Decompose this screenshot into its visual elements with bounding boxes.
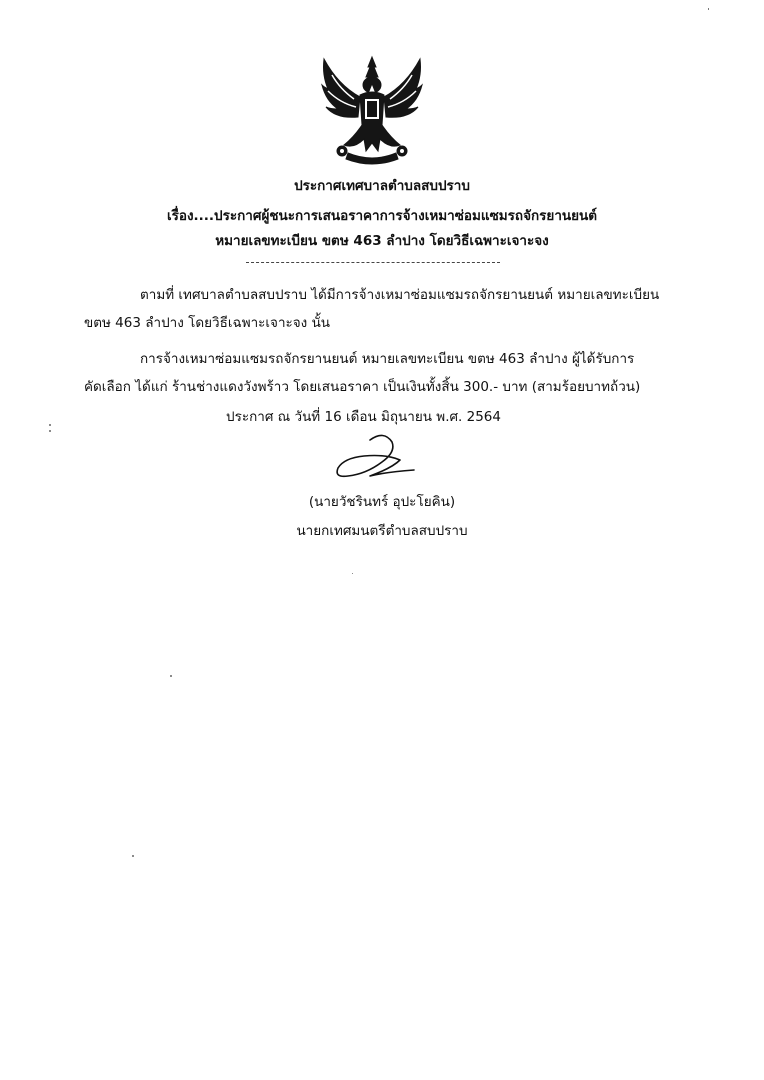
announcement-subject-line2: หมายเลขทะเบียน ขตษ 463 ลำปาง โดยวิธีเฉพาะเจาะจง xyxy=(215,233,549,249)
paragraph1-line2: ขตษ 463 ลำปาง โดยวิธีเฉพาะเจาะจง นั้น xyxy=(84,315,331,331)
paragraph1-line1: ตามที่ เทศบาลตำบลสบปราบ ได้มีการจ้างเหมาซ่อมแซมรถจักรยานยนต์ หมายเลขทะเบียน xyxy=(140,287,660,303)
announcement-title: ประกาศเทศบาลตำบลสบปราบ xyxy=(294,178,470,194)
signature xyxy=(330,432,420,484)
signer-name: (นายวัชรินทร์ อุปะโยคิน) xyxy=(308,494,456,510)
date-line: ประกาศ ณ วันที่ 16 เดือน มิถุนายน พ.ศ. 2564 xyxy=(226,409,501,425)
paragraph2-line2: คัดเลือก ได้แก่ ร้านช่างแดงวังพร้าว โดยเสนอราคา เป็นเงินทั้งสิ้น 300.- บาท (สามร้อยบาทถ้วน) xyxy=(84,379,641,395)
divider-rule xyxy=(246,262,500,263)
scan-speck xyxy=(49,424,51,426)
paragraph2-line1: การจ้างเหมาซ่อมแซมรถจักรยานยนต์ หมายเลขทะเบียน ขตษ 463 ลำปาง ผู้ได้รับการ xyxy=(140,351,635,367)
signer-title: นายกเทศมนตรีตำบลสบปราบ xyxy=(296,523,468,539)
scan-speck xyxy=(132,855,134,857)
scan-speck xyxy=(49,430,51,432)
scan-speck xyxy=(708,8,709,10)
scan-speck xyxy=(170,675,172,677)
scan-speck xyxy=(352,573,353,574)
announcement-subject: เรื่อง....ประกาศผู้ชนะการเสนอราคาการจ้างเหมาซ่อมแซมรถจักรยานยนต์ xyxy=(166,208,598,224)
garuda-emblem xyxy=(318,55,426,167)
